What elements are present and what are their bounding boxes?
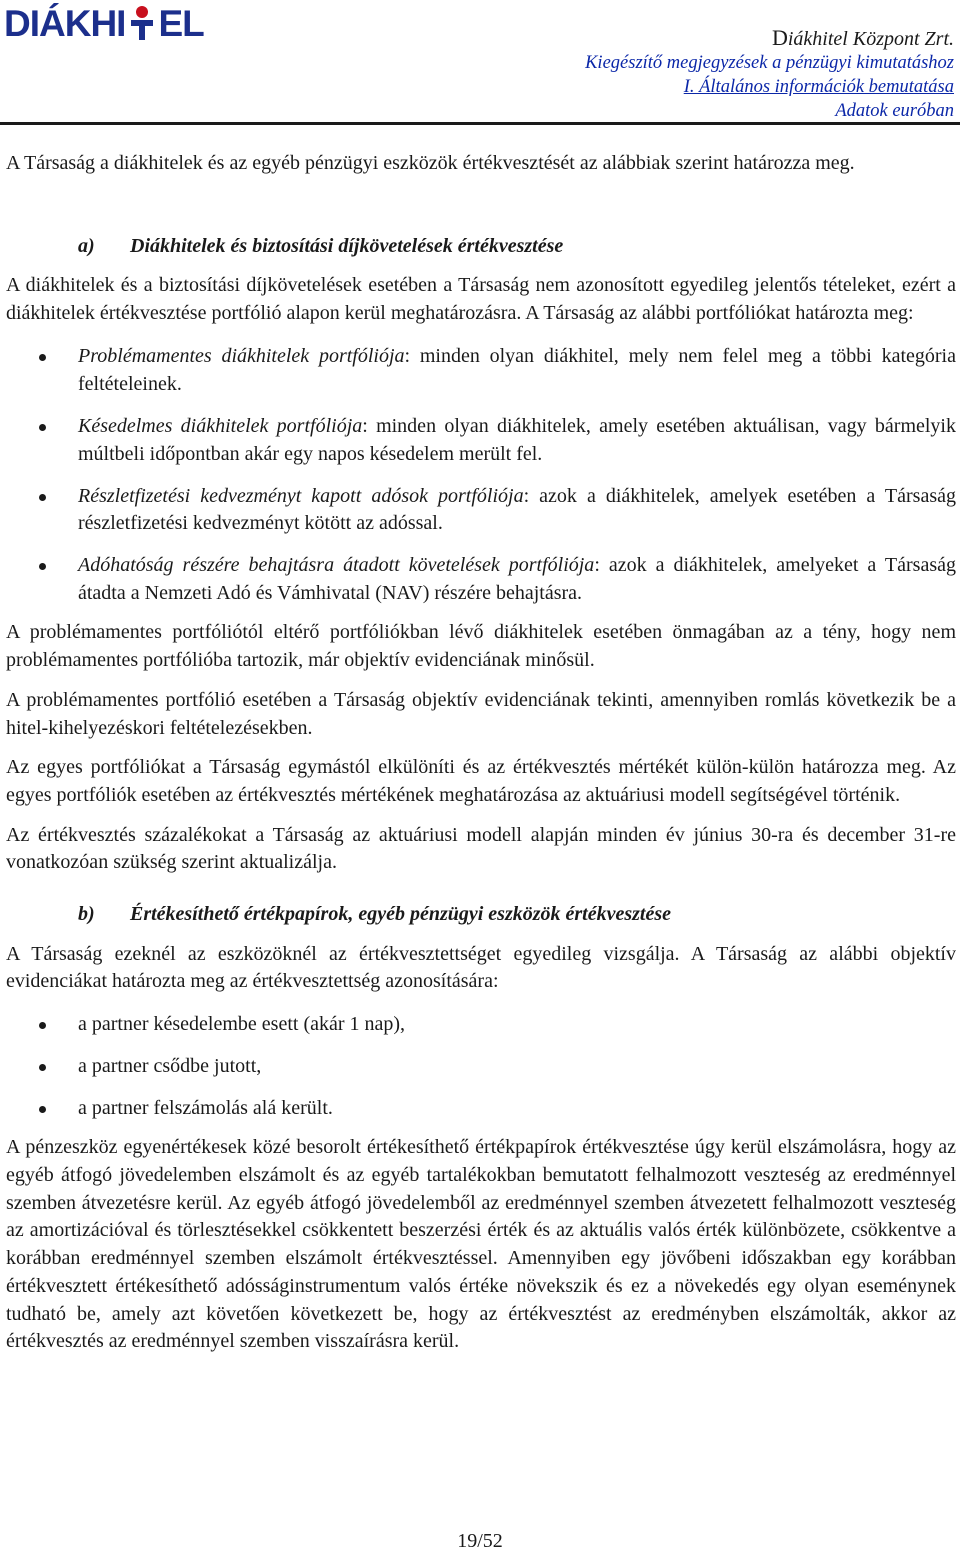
intro-paragraph: A Társaság a diákhitelek és az egyéb pénzügyi eszközök értékvesztését az alábbiak szerint határozza meg. bbox=[6, 152, 855, 174]
logo-text-part1: DIÁKHI bbox=[4, 3, 126, 44]
list-item: a partner felszámolás alá került. bbox=[6, 1095, 956, 1123]
section-a-paragraph-1: A diákhitelek és a biztosítási díjkövetelések esetében a Társaság nem azonosított egyedileg jelentős tételeket, ezért a diákhitelek értékvesztése portfólió alapon kerül meghatározásra. A Társaság az alábbi portfóliókat határozta meg: bbox=[6, 274, 956, 325]
evidence-list bbox=[6, 1011, 956, 1122]
list-item: Adóhatóság részére behajtásra átadott követelések portfóliója: azok a diákhitelek, amelyeket a Társaság átadta a Nemzeti Adó és Vámhivatal (NAV) részére behajtásra. bbox=[6, 552, 956, 607]
list-item: a partner késedelembe esett (akár 1 nap), bbox=[6, 1011, 956, 1039]
header-document-title: Kiegészítő megjegyzések a pénzügyi kimutatáshoz bbox=[585, 53, 954, 73]
page-header bbox=[0, 0, 960, 128]
document-body bbox=[6, 150, 956, 1356]
section-b-paragraph-1: A Társaság ezeknél az eszközöknél az értékvesztettséget egyedileg vizsgálja. A Társaság az alábbi objektív evidenciákat határozta meg az értékvesztettség azonosítására: bbox=[6, 942, 956, 993]
list-item: Részletfizetési kedvezményt kapott adósok portfóliója: azok a diákhitelek, amelyek esetében a Társaság részletfizetési kedvezményt kötött az adóssal. bbox=[6, 483, 956, 538]
section-a-paragraph-2: A problémamentes portfóliótól eltérő portfóliókban lévő diákhitelek esetében önmagában az a tény, hogy nem problémamentes portfólióba tartozik, már objektív evidenciának minősül. bbox=[6, 621, 956, 672]
section-b-paragraph-2: A pénzeszköz egyenértékesek közé besorolt értékesíthető értékpapírok értékvesztése úgy kerül elszámolásra, hogy az egyéb átfogó jövedelemben elszámolt és az egyéb tartalékokban bemutatott felhalmozott veszteség az eredménnyel szemben átvezetésre kerül. Az egyéb átfogó jövedelemből az eredménnyel szemben átvezetett felhalmozott veszteség az amortizációval és törlesztésekkel csökkentett beszerzési érték és az aktuális valós érték különbözete, csökkentve a korábban eredménnyel szemben elszámolt értékvesztéssel. Amennyiben egy jövőbeni időszakban egy korábban értékvesztett értékesíthető adósságinstrumentum valós értéke növekszik és ez a növekedés egy olyan eseménynek tudható be, amely azt követően következett be, hogy az értékvesztést az eredményben elszámolták, akkor az értékvesztés az eredménnyel szemben visszaírásra kerül. bbox=[6, 1136, 956, 1353]
list-item: Késedelmes diákhitelek portfóliója: minden olyan diákhitelek, amely esetében aktuálisan, vagy bármelyik múltbeli időpontban akár egy napos késedelem merült fel. bbox=[6, 413, 956, 468]
list-item: Problémamentes diákhitelek portfóliója: minden olyan diákhitel, mely nem felel meg a többi kategória feltételeinek. bbox=[6, 343, 956, 398]
section-b-heading: b) Értékesíthető értékpapírok, egyéb pénzügyi eszközök értékvesztése bbox=[78, 903, 672, 926]
organization-name: Diákhitel Központ Zrt. bbox=[771, 25, 954, 50]
section-a-heading: a) Diákhitelek és biztosítási díjkövetelések értékvesztése bbox=[78, 234, 564, 257]
portfolio-list bbox=[6, 343, 956, 608]
section-a-paragraph-5: Az értékvesztés százalékokat a Társaság az aktuáriusi modell alapján minden év június 30-ra és december 31-re vonatkozóan szükség szerint aktualizálja. bbox=[6, 823, 956, 874]
page-number: 19/52 bbox=[457, 1530, 503, 1552]
section-a-paragraph-3: A problémamentes portfólió esetében a Társaság objektív evidenciának tekinti, amennyiben romlás következik be a hitel-kihelyezéskori feltételezésekben. bbox=[6, 688, 956, 739]
list-item: a partner csődbe jutott, bbox=[6, 1053, 956, 1081]
header-divider bbox=[0, 122, 960, 125]
section-a-paragraph-4: Az egyes portfóliókat a Társaság egymástól elkülöníti és az értékvesztés mértékét külön-külön határozza meg. Az egyes portfóliók esetében az értékvesztés mértékének meghatározása az aktuáriusi modell segítségével történik. bbox=[6, 756, 956, 806]
header-info bbox=[585, 26, 954, 123]
header-currency-note: Adatok euróban bbox=[835, 101, 954, 121]
logo-text-part2: EL bbox=[158, 3, 204, 44]
header-chapter: I. Általános információk bemutatása bbox=[683, 77, 954, 97]
company-logo bbox=[4, 4, 204, 44]
logo-t-icon bbox=[127, 6, 157, 40]
